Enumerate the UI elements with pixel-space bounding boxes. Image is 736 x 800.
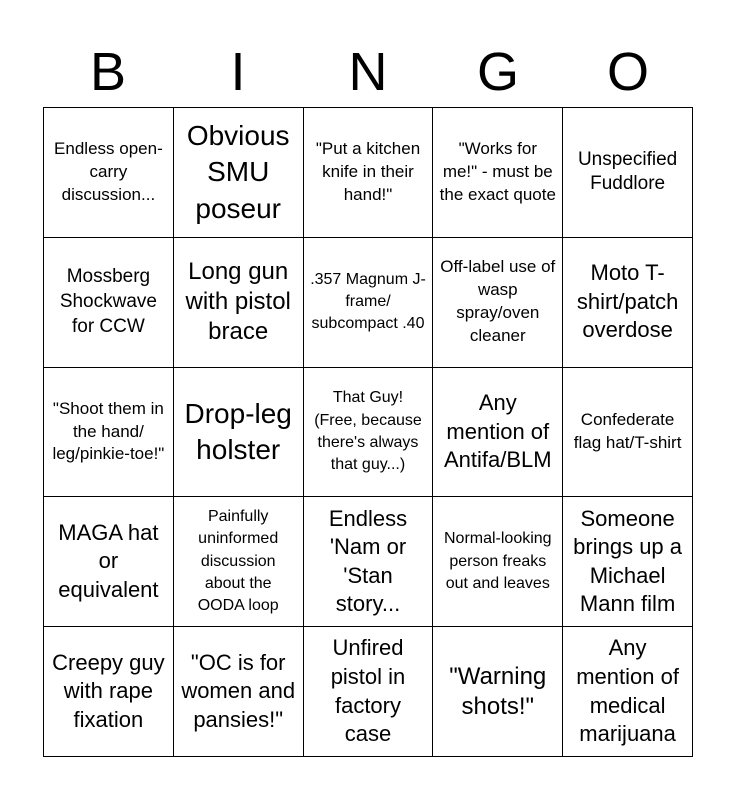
bingo-cell-r1-c2[interactable] — [174, 108, 304, 238]
bingo-cell-text: Normal-looking person freaks out and leaves — [443, 530, 552, 592]
header-letter-o: O — [606, 42, 649, 102]
bingo-cell-text: "Shoot them in the hand/ leg/pinkie-toe!" — [52, 398, 165, 464]
bingo-cell-r3-c5[interactable] — [563, 368, 693, 498]
bingo-cell-text: Unfired pistol in factory case — [330, 635, 406, 747]
bingo-cell-r4-c5[interactable] — [563, 497, 693, 627]
bingo-cell-r4-c2[interactable] — [174, 497, 304, 627]
bingo-cell-r2-c3[interactable] — [304, 238, 434, 368]
bingo-cell-text: Endless 'Nam or 'Stan story... — [328, 505, 408, 617]
bingo-cell-r4-c4[interactable] — [433, 497, 563, 627]
bingo-cell-r5-c5[interactable] — [563, 627, 693, 757]
bingo-cell-r2-c4[interactable] — [433, 238, 563, 368]
bingo-cell-text: That Guy! (Free, because there's always that guy...) — [314, 389, 422, 474]
header-letter-i: I — [230, 42, 246, 102]
bingo-cell-r1-c5[interactable] — [563, 108, 693, 238]
bingo-cell-r5-c3[interactable] — [304, 627, 434, 757]
bingo-cell-r1-c1[interactable] — [44, 108, 174, 238]
bingo-cell-text: Long gun with pistol brace — [185, 258, 291, 346]
bingo-cell-text: Obvious SMU poseur — [186, 119, 290, 224]
bingo-cell-text: Off-label use of wasp spray/oven cleaner — [440, 257, 556, 346]
bingo-cell-text: Endless open-carry discussion... — [54, 138, 163, 204]
bingo-cell-r2-c2[interactable] — [174, 238, 304, 368]
bingo-cell-r5-c1[interactable] — [44, 627, 174, 757]
bingo-cell-r4-c3[interactable] — [304, 497, 434, 627]
bingo-cell-r5-c4[interactable] — [433, 627, 563, 757]
bingo-cell-text: Moto T-shirt/patch overdose — [576, 260, 679, 343]
bingo-header — [43, 40, 693, 104]
bingo-cell-text: "Works for me!" - must be the exact quote — [439, 138, 556, 204]
bingo-cell-text: .357 Magnum J-frame/ subcompact .40 — [310, 270, 426, 333]
header-letter-b: B — [89, 42, 127, 102]
bingo-cell-r5-c2[interactable] — [174, 627, 304, 757]
bingo-grid — [43, 107, 693, 757]
bingo-cell-r1-c4[interactable] — [433, 108, 563, 238]
bingo-cell-text: Drop-leg holster — [184, 397, 292, 465]
bingo-cell-r2-c1[interactable] — [44, 238, 174, 368]
bingo-cell-text: "OC is for women and pansies!" — [181, 649, 296, 732]
bingo-cell-text: Mossberg Shockwave for CCW — [59, 266, 157, 337]
bingo-cell-text: Any mention of Antifa/BLM — [443, 390, 552, 473]
bingo-cell-text: Confederate flag hat/T-shirt — [573, 410, 682, 452]
bingo-cell-r4-c1[interactable] — [44, 497, 174, 627]
bingo-cell-r2-c5[interactable] — [563, 238, 693, 368]
bingo-cell-text: "Warning shots!" — [449, 662, 547, 720]
bingo-cell-r3-c3[interactable] — [304, 368, 434, 498]
bingo-cell-text: MAGA hat or equivalent — [58, 519, 159, 603]
bingo-cell-r1-c3[interactable] — [304, 108, 434, 238]
bingo-cell-r3-c4[interactable] — [433, 368, 563, 498]
bingo-cell-text: Someone brings up a Michael Mann film — [573, 505, 683, 617]
header-letter-g: G — [476, 42, 519, 102]
bingo-cell-r3-c2[interactable] — [174, 368, 304, 498]
bingo-cell-text: Unspecified Fuddlore — [577, 148, 678, 195]
bingo-cell-r3-c1[interactable] — [44, 368, 174, 498]
bingo-cell-text: Painfully uninformed discussion about the OODA loop — [197, 507, 279, 615]
header-letter-n: N — [348, 42, 388, 102]
bingo-cell-text: Creepy guy with rape fixation — [52, 649, 165, 732]
bingo-cell-text: Any mention of medical marijuana — [576, 635, 679, 747]
bingo-cell-text: "Put a kitchen knife in their hand!" — [315, 138, 421, 204]
